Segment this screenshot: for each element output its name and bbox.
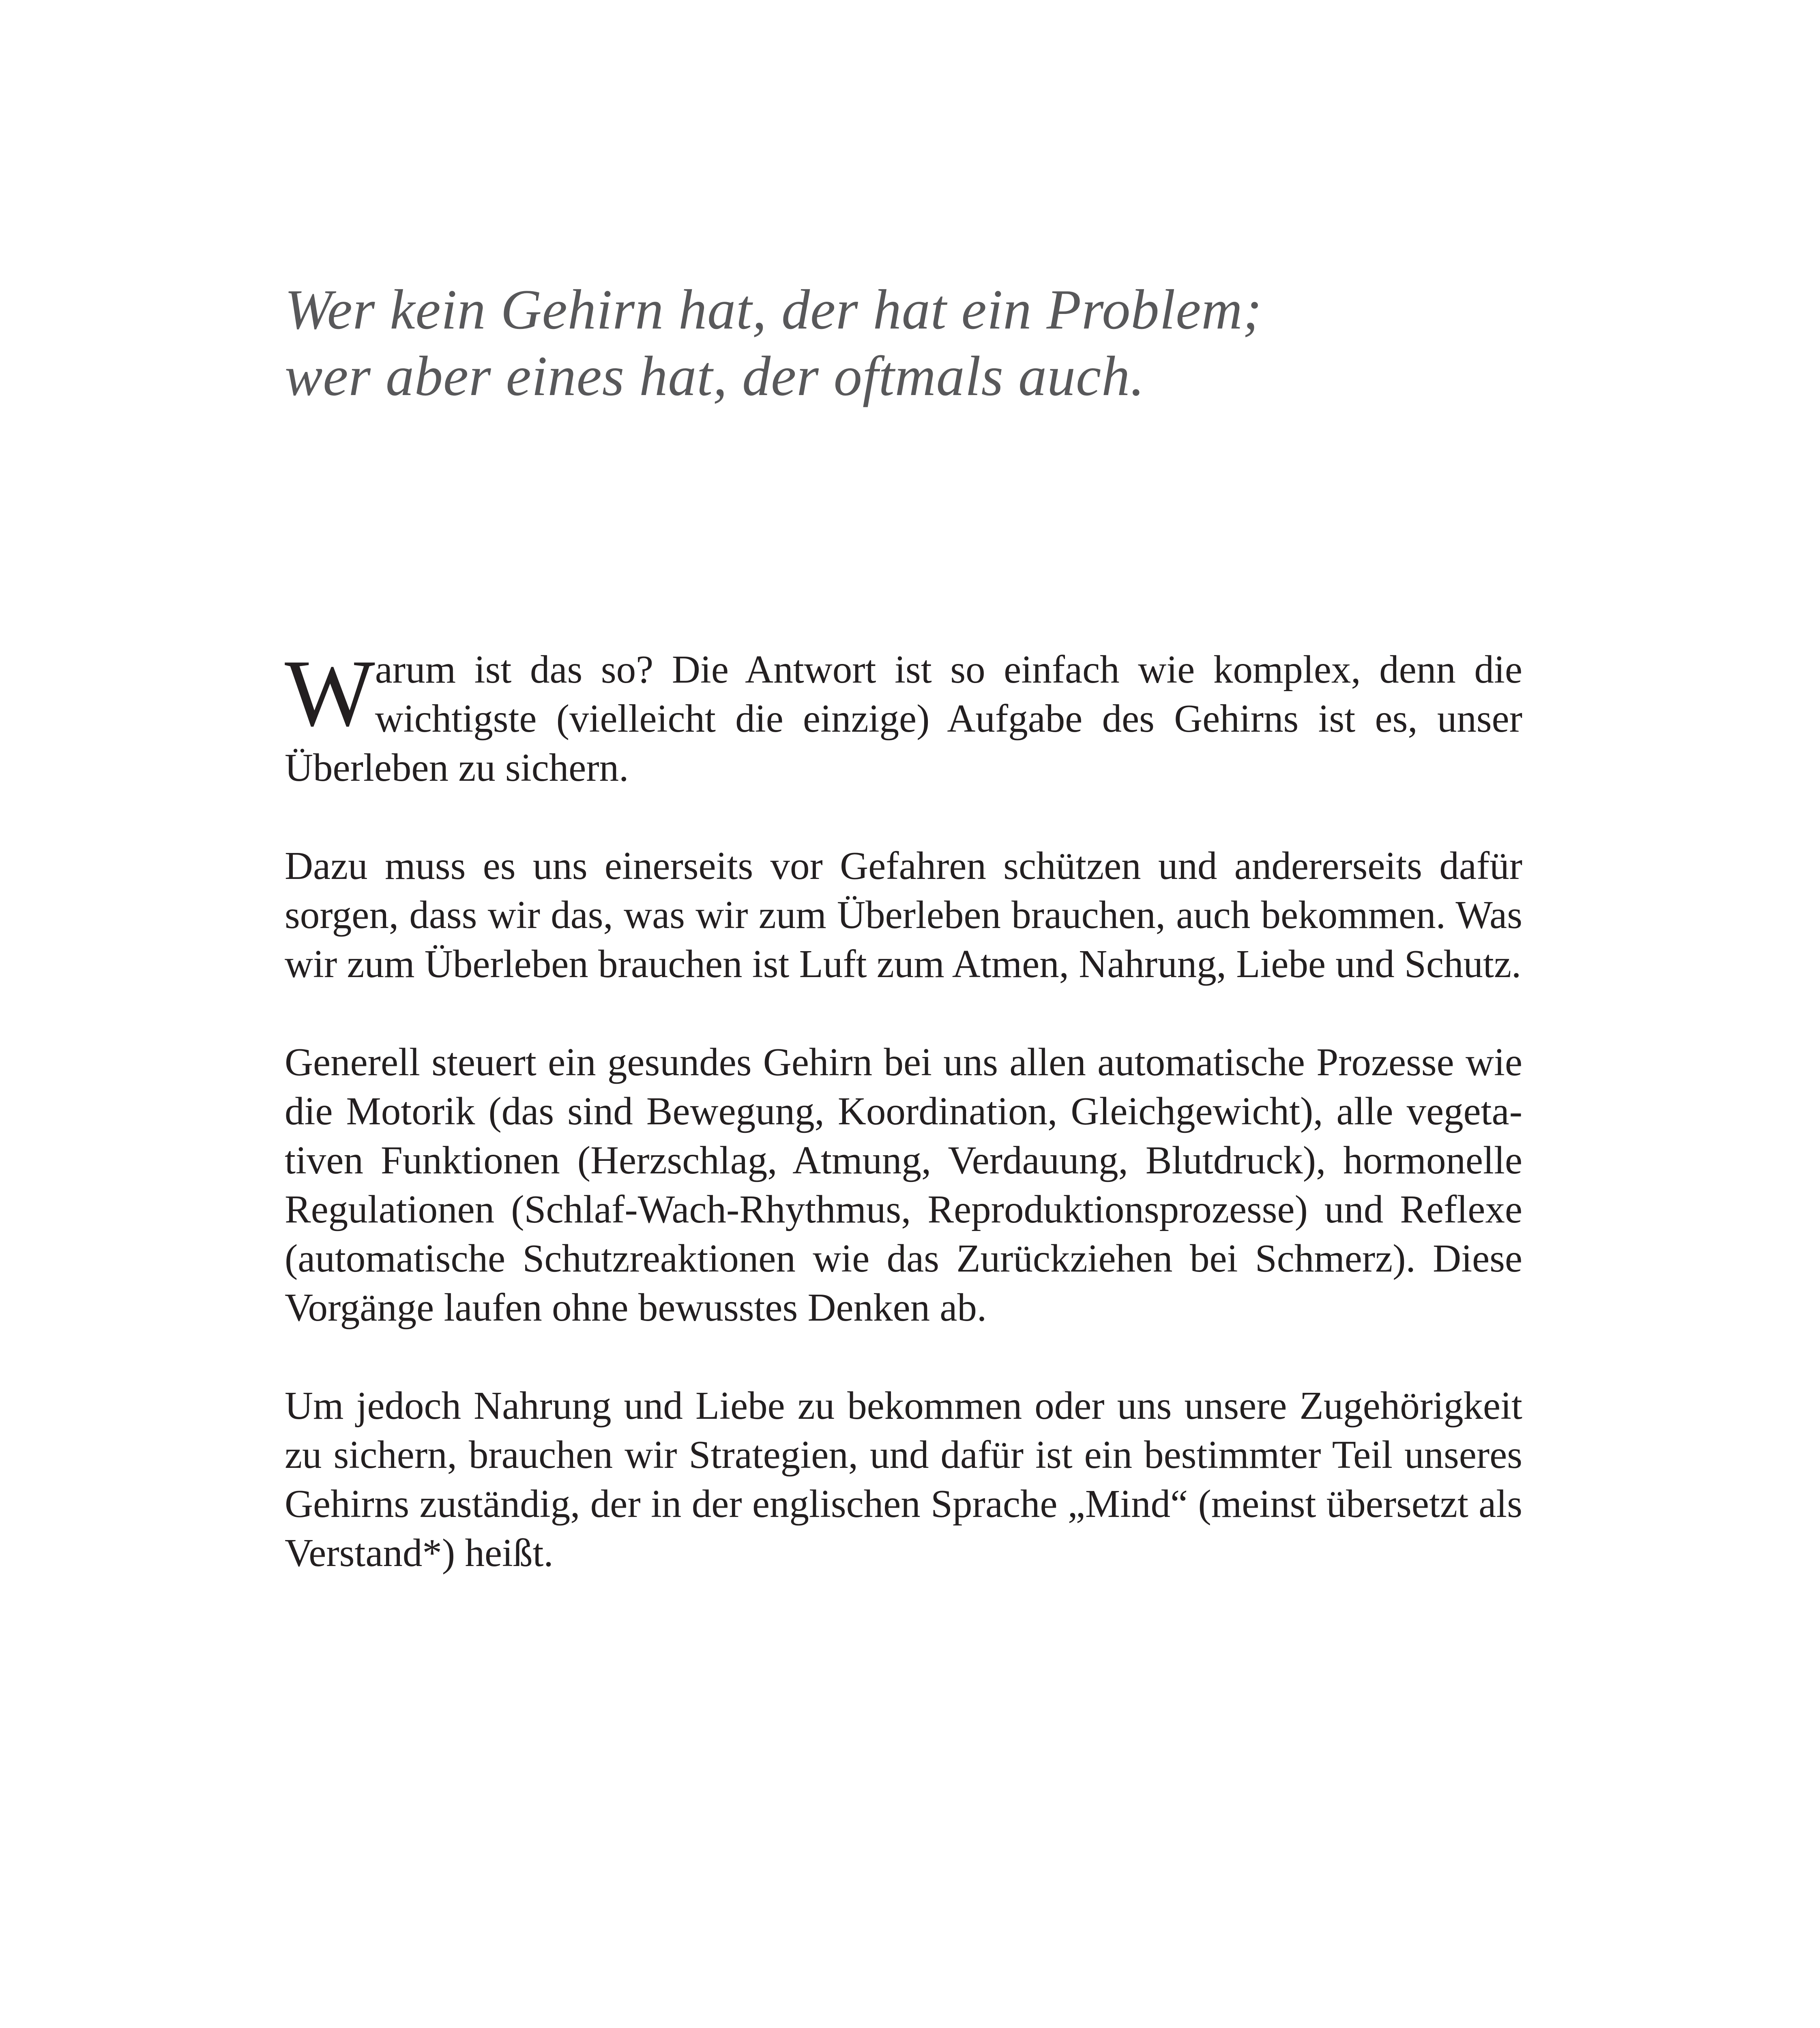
- paragraph-3: Generell steuert ein gesundes Gehirn bei uns allen automatische Prozesse wie die Motorik (das sind Bewegung, Koordination, Gleichgewicht), alle vegetativen Funktionen (Herzschlag, Atmung, Verdauung, Blutdruck), hormonelle Regulationen (Schlaf-Wach-Rhythmus, Reproduktionsprozesse) und Reflexe (automatische Schutzreaktionen wie das Zurückziehen bei Schmerz). Diese Vorgänge laufen ohne bewusstes Denken ab.: [285, 1040, 1522, 1329]
- body-text: [285, 640, 1522, 1626]
- epigraph-quote: [285, 277, 1623, 410]
- paragraph-1-text: arum ist das so? Die Antwort ist so einfach wie komplex, denn die wichtigste (vielleicht die einzige) Aufgabe des Gehirns ist es, unser Überleben zu sichern.: [285, 648, 1522, 789]
- epigraph-line-2: wer aber eines hat, der oftmals auch.: [285, 345, 1145, 408]
- drop-cap: W: [285, 640, 375, 746]
- paragraph-2: Dazu muss es uns einerseits vor Gefahren schützen und andererseits dafür sorgen, dass wir das, was wir zum Überleben brauchen, auch bekommen. Was wir zum Überleben brauchen ist Luft zum Atmen, Nahrung, Liebe und Schutz.: [285, 844, 1522, 986]
- paragraph-1: [285, 640, 1522, 792]
- epigraph-line-1: Wer kein Gehirn hat, der hat ein Problem;: [285, 278, 1262, 341]
- paragraph-4: Um jedoch Nahrung und Liebe zu bekommen oder uns unsere Zugehörigkeit zu sichern, brauchen wir Strategien, und dafür ist ein bestimmter Teil unseres Gehirns zuständig, der in der englischen Sprache „Mind“ (meinst übersetzt als Verstand*) heißt.: [285, 1384, 1522, 1575]
